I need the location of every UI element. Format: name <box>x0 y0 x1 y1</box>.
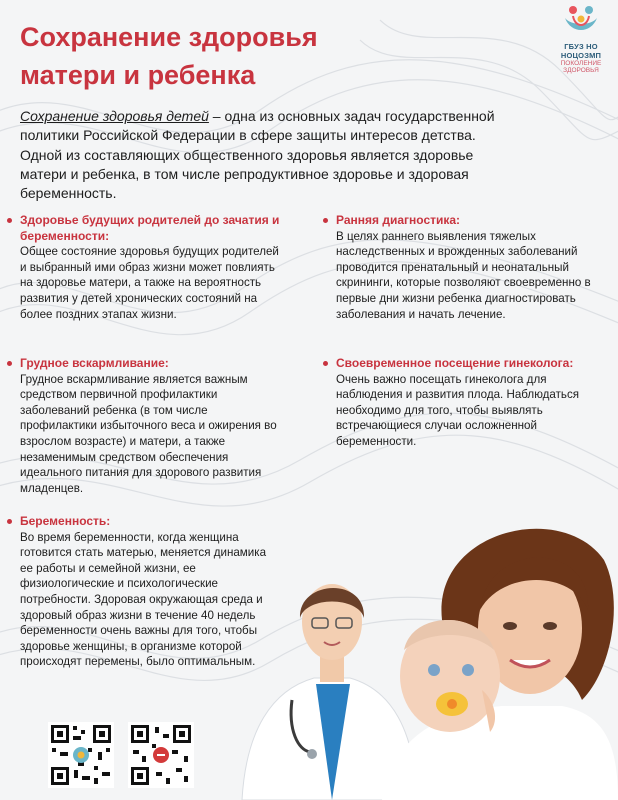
section-title: Грудное вскармливание: <box>20 356 169 370</box>
qr-code-icon <box>48 722 114 788</box>
qr-code-1[interactable] <box>48 722 114 788</box>
logo-organization: ГБУЗ НО НОЦОЗМП <box>560 42 602 60</box>
intro-lead: Сохранение здоровья детей <box>20 108 209 124</box>
intro-text: – одна из основных задач государственной политики Российской Федерации в сфере защиты интересов детства. Одной из составляющих общественного здоровья является здоровье матери и ребенка, в том числе репродуктивное здоровье и здоровая беременность. <box>20 108 495 202</box>
logo <box>548 4 614 74</box>
section-breastfeeding <box>20 356 282 496</box>
section-text: Во время беременности, когда женщина готовится стать матерью, меняется динамика ее работы и семейной жизни, ее физиологические и психологические потребности. Здоровая окружающая среда и здоровый образ жизни в течение 40 недель беременности очень важны для того, чтобы здоровье женщины, в организме которой происходят перемены, было оптимальным. <box>20 530 267 669</box>
section-early-diagnostics <box>336 213 598 322</box>
page-title-line-1: Сохранение здоровья <box>20 22 318 52</box>
logo-icon <box>561 4 601 40</box>
bullet-dot-icon <box>323 361 328 366</box>
section-text: В целях раннего выявления тяжелых наследственных и врожденных заболеваний проводится пренатальный и неонатальный скрининги, которые позволяют своевременно в первые дни жизни ребенка диагностировать заболевания и начать лечение. <box>336 229 591 321</box>
logo-tagline: ПОКОЛЕНИЕ ЗДОРОВЬЯ <box>560 60 602 74</box>
section-parents-health <box>20 213 282 322</box>
section-text: Очень важно посещать гинеколога для наблюдения и развития плода. Наблюдаться необходимо для того, чтобы выявлять встречающиеся случаи осложненной беременности. <box>336 372 580 448</box>
section-title: Здоровье будущих родителей до зачатия и беременности: <box>20 213 280 243</box>
intro-paragraph <box>20 107 520 203</box>
section-gynecologist <box>336 356 598 450</box>
mother-child-doctor-photo <box>232 500 618 800</box>
section-text: Грудное вскармливание является важным средством первичной профилактики заболеваний ребенка (в том числе профилактики избыточного веса и ожирения во взрослом возрасте) и матери, а также незаменимым средством обеспечения идеального питания для здорового развития младенцев. <box>20 372 277 495</box>
bullet-dot-icon <box>7 361 12 366</box>
section-title: Беременность: <box>20 514 111 528</box>
section-title: Своевременное посещение гинеколога: <box>336 356 574 370</box>
section-text: Общее состояние здоровья будущих родителей и выбранный ими образ жизни может повлиять на здоровье матери, а также на вероятность развития у детей хронических состояний на более поздних этапах жизни. <box>20 245 279 321</box>
qr-code-2[interactable] <box>128 722 194 788</box>
page-title <box>20 18 450 94</box>
page-title-line-2: матери и ребенка <box>20 60 256 90</box>
qr-code-icon <box>128 722 194 788</box>
section-pregnancy <box>20 514 268 670</box>
section-title: Ранняя диагностика: <box>336 213 461 227</box>
bullet-dot-icon <box>7 519 12 524</box>
bullet-dot-icon <box>7 218 12 223</box>
bullet-dot-icon <box>323 218 328 223</box>
